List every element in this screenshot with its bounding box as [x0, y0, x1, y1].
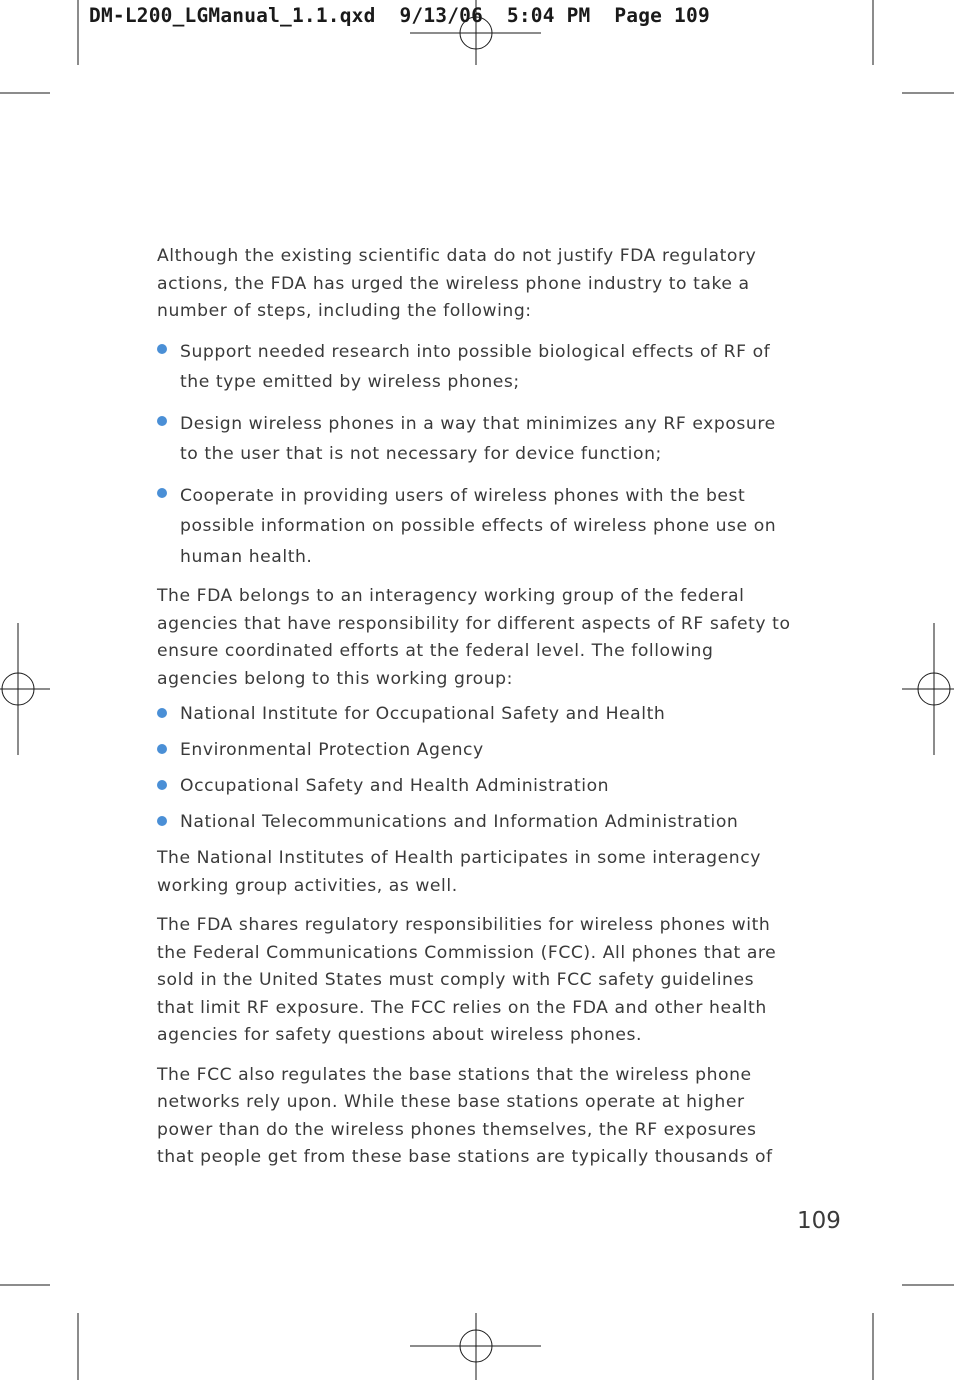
- page-body: [157, 243, 797, 1172]
- list-item-text: Occupational Safety and Health Administration: [180, 776, 610, 796]
- agencies-list: [157, 701, 797, 836]
- nih-paragraph: The National Institutes of Health participates in some interagency working group activities, as well.: [157, 848, 761, 896]
- list-item: [157, 409, 797, 470]
- bullet-dot-icon: [157, 744, 167, 754]
- bullet-dot-icon: [157, 416, 167, 426]
- intro-paragraph: Although the existing scientific data do not justify FDA regulatory actions, the FDA has urged the wireless phone industry to take a number of steps, including the following:: [157, 246, 757, 321]
- list-item: [157, 773, 797, 800]
- fcc-paragraph: The FDA shares regulatory responsibilities for wireless phones with the Federal Communications Commission (FCC). All phones that are sold in the United States must comply with FCC safety guidelines that limit RF exposure. The FCC relies on the FDA and other health agencies for safety questions about wireless phones.: [157, 915, 777, 1045]
- list-item-text: Design wireless phones in a way that minimizes any RF exposure to the user that is not necessary for device function;: [180, 413, 776, 464]
- bullet-dot-icon: [157, 708, 167, 718]
- bullet-dot-icon: [157, 780, 167, 790]
- list-item-text: Support needed research into possible biological effects of RF of the type emitted by wireless phones;: [180, 341, 771, 392]
- bullet-dot-icon: [157, 816, 167, 826]
- list-item: [157, 809, 797, 836]
- bullet-dot-icon: [157, 344, 167, 354]
- print-slug: DM-L200_LGManual_1.1.qxd 9/13/06 5:04 PM Page 109: [89, 4, 710, 27]
- fda-steps-list: [157, 337, 797, 573]
- bullet-dot-icon: [157, 488, 167, 498]
- list-item-text: Environmental Protection Agency: [180, 740, 484, 760]
- list-item-text: Cooperate in providing users of wireless phones with the best possible information on possible effects of wireless phone use on human health.: [180, 485, 777, 567]
- base-stations-paragraph: The FCC also regulates the base stations that the wireless phone networks rely upon. While these base stations operate at higher power than do the wireless phones themselves, the RF exposures that people get from these base stations are typically thousands of: [157, 1064, 773, 1167]
- page-number: 109: [797, 1208, 841, 1234]
- list-item: [157, 737, 797, 764]
- list-item: [157, 481, 797, 573]
- list-item: [157, 701, 797, 728]
- list-item-text: National Telecommunications and Information Administration: [180, 812, 739, 832]
- list-item: [157, 337, 797, 398]
- working-group-paragraph: The FDA belongs to an interagency working group of the federal agencies that have responsibility for different aspects of RF safety to ensure coordinated efforts at the federal level. The following agencies belong to this working group:: [157, 586, 791, 689]
- list-item-text: National Institute for Occupational Safety and Health: [180, 704, 666, 724]
